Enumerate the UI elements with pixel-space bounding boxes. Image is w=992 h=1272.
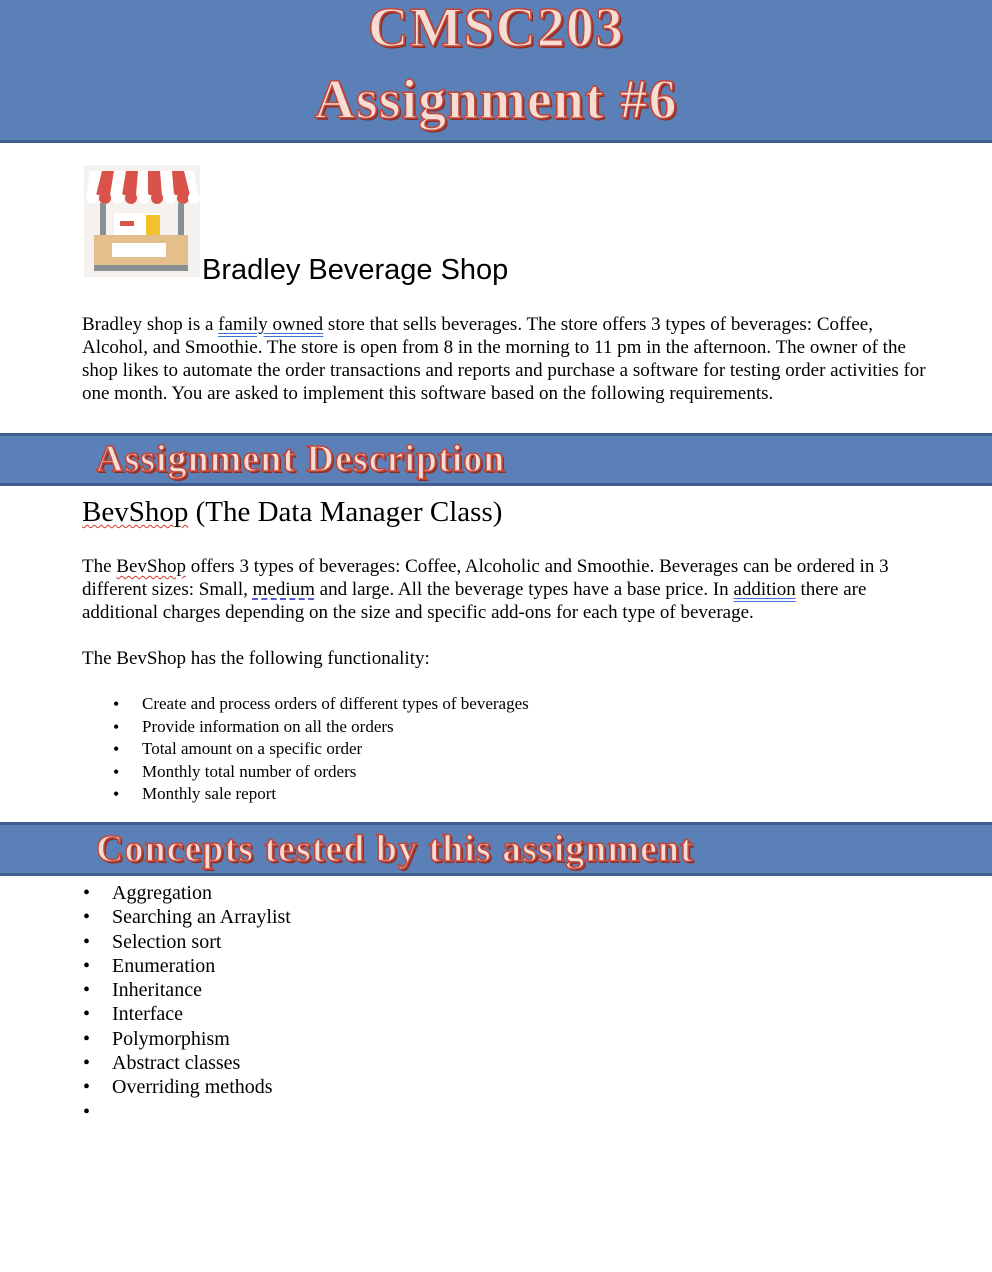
course-code: CMSC203 (368, 0, 624, 59)
beverage-stand-icon (84, 165, 200, 277)
list-item: • Polymorphism (82, 1027, 291, 1051)
list-item: • Create and process orders of different types of beverages (82, 693, 529, 716)
desc-text-4: there are additional charges depending on the size and specific add-ons for each type of beverage. (82, 579, 867, 623)
desc-text-1: The (82, 556, 117, 577)
list-item: • Interface (82, 1002, 291, 1026)
assignment-title: Assignment #6 (314, 69, 678, 131)
list-item: • Monthly sale report (82, 783, 529, 806)
functionality-intro: The BevShop has the following functionality: (82, 648, 430, 669)
bevshop-heading (82, 496, 502, 529)
section-title-concepts: Concepts tested by this assignment (96, 828, 694, 870)
description-banner (0, 433, 992, 486)
list-item: • Total amount on a specific order (82, 738, 529, 761)
list-item: • Aggregation (82, 881, 291, 905)
list-item: • Overriding methods (82, 1075, 291, 1099)
desc-addition: addition (733, 579, 796, 600)
list-item: • Monthly total number of orders (82, 761, 529, 784)
desc-text-3: and large. All the beverage types have a base price. In (314, 579, 734, 600)
list-item: • Selection sort (82, 930, 291, 954)
list-item: • Inheritance (82, 978, 291, 1002)
list-item: • Provide information on all the orders (82, 716, 529, 739)
grammar-flagged-text: family owned (218, 314, 324, 335)
bevshop-heading-name: BevShop (82, 496, 189, 528)
intro-text-start: Bradley shop is a (82, 314, 219, 335)
intro-text-rest: store that sells beverages. The store offers 3 types of beverages: Coffee, Alcohol, and Smoothie. The store is open from 8 in the morning to 11 pm in the afternoon. The owner of the shop likes to automate the order transactions and reports and purchase a software for testing order activities for one month. You are asked to implement this software based on the following requirements. (82, 314, 926, 404)
bevshop-description (82, 555, 932, 624)
section-title-description: Assignment Description (96, 438, 506, 480)
list-item: • Abstract classes (82, 1051, 291, 1075)
concepts-list (82, 881, 291, 1124)
list-item: • Searching an Arraylist (82, 905, 291, 929)
bevshop-heading-rest: (The Data Manager Class) (188, 496, 503, 528)
intro-paragraph (82, 313, 932, 405)
list-item (82, 1100, 291, 1124)
desc-medium: medium (252, 579, 315, 600)
desc-bevshop-name: BevShop (116, 556, 186, 577)
shop-name: Bradley Beverage Shop (202, 254, 509, 286)
list-item: • Enumeration (82, 954, 291, 978)
desc-text-2: offers 3 types of beverages: Coffee, Alcoholic and Smoothie. Beverages can be ordered in 3 different sizes: Small, (82, 556, 889, 600)
functionality-list (82, 693, 529, 806)
concepts-banner (0, 822, 992, 876)
title-banner (0, 0, 992, 143)
